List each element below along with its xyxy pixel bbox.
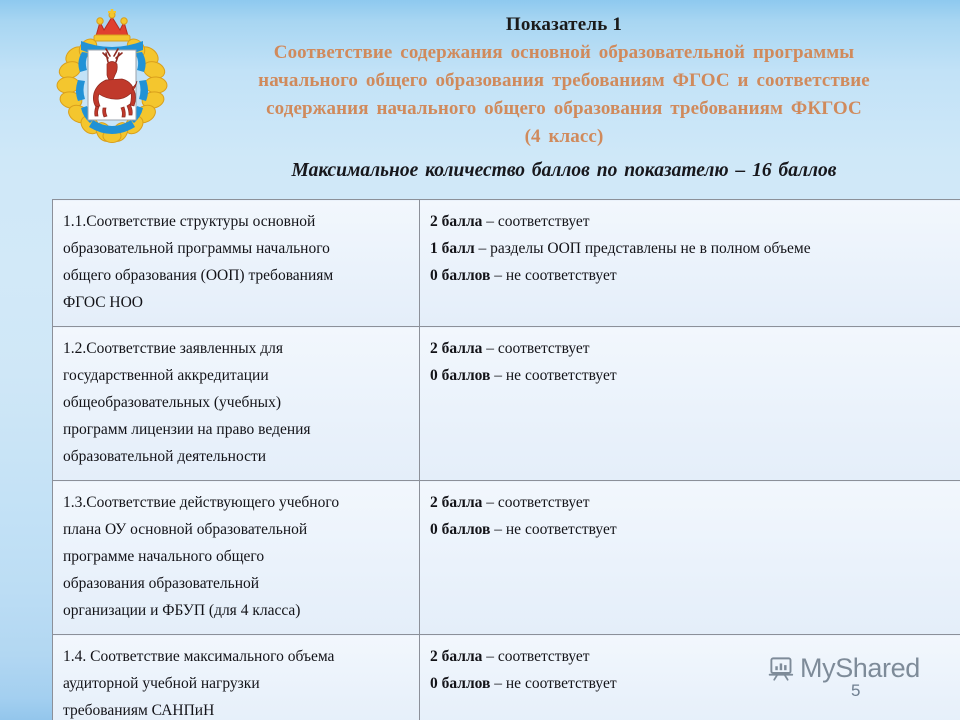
score-description: – не соответствует [490, 521, 617, 538]
score-description: – соответствует [482, 648, 590, 665]
table-row [53, 481, 960, 635]
score-option [430, 489, 960, 516]
criterion-line: общего образования (ООП) требованиям [63, 267, 334, 284]
criterion-line: аудиторной учебной нагрузки [63, 675, 260, 692]
criterion-line: 1.1.Соответствие структуры основной [63, 213, 316, 230]
criterion-line: 1.4. Соответствие максимального объема [63, 648, 335, 665]
criterion-cell [53, 327, 420, 481]
criterion-line: организации и ФБУП (для 4 класса) [63, 602, 301, 619]
criterion-cell [53, 635, 420, 720]
score-description: – не соответствует [490, 267, 617, 284]
max-score-note: Максимальное количество баллов по показателю – 16 баллов [291, 160, 837, 181]
criterion-cell [53, 481, 420, 635]
score-option [430, 516, 960, 543]
indicator-title: Показатель 1 [505, 14, 623, 35]
criterion-line: программе начального общего [63, 548, 265, 565]
coat-of-arms-icon [48, 8, 176, 158]
table-row [53, 200, 960, 327]
score-value: 1 балл [430, 240, 475, 257]
page-number: 5 [851, 681, 861, 700]
criterion-line: образовательной деятельности [63, 448, 267, 465]
score-options-cell [420, 481, 960, 635]
criteria-score-table [52, 199, 960, 720]
title-line-2: начального общего образования требованиям ФГОС и соответствие [258, 70, 870, 91]
title-block [186, 12, 942, 184]
score-value: 0 баллов [430, 367, 491, 384]
score-description: – не соответствует [490, 367, 617, 384]
score-value: 0 баллов [430, 675, 491, 692]
criterion-line: образовательной программы начального [63, 240, 330, 257]
criterion-line: требованиям САНПиН [63, 702, 215, 719]
indicator-description [186, 39, 942, 151]
score-description: – соответствует [482, 494, 590, 511]
criterion-line: образования образовательной [63, 575, 260, 592]
score-option [430, 235, 960, 262]
title-line-3: содержания начального общего образования требованиям ФКГОС [266, 98, 862, 119]
score-options-cell [420, 327, 960, 481]
score-option [430, 262, 960, 289]
score-options-cell [420, 200, 960, 327]
score-option [430, 208, 960, 235]
table-row [53, 327, 960, 481]
score-value: 2 балла [430, 648, 483, 665]
myshared-watermark [768, 655, 920, 682]
score-value: 2 балла [430, 494, 483, 511]
title-line-1: Соответствие содержания основной образовательной программы [273, 42, 855, 63]
criterion-line: программ лицензии на право ведения [63, 421, 311, 438]
score-description: – соответствует [482, 340, 590, 357]
criterion-line: 1.3.Соответствие действующего учебного [63, 494, 340, 511]
criterion-line: общеобразовательных (учебных) [63, 394, 281, 411]
criterion-line: государственной аккредитации [63, 367, 269, 384]
criterion-cell [53, 200, 420, 327]
criterion-line: ФГОС НОО [63, 294, 143, 311]
score-value: 0 баллов [430, 267, 491, 284]
score-value: 2 балла [430, 213, 483, 230]
criterion-line: плана ОУ основной образовательной [63, 521, 308, 538]
score-value: 0 баллов [430, 521, 491, 538]
score-value: 2 балла [430, 340, 483, 357]
score-option [430, 362, 960, 389]
score-description: – соответствует [482, 213, 590, 230]
score-option [430, 335, 960, 362]
table-body [53, 200, 960, 720]
title-line-4-grade: (4 класс) [524, 126, 604, 147]
watermark-label: MyShared [800, 653, 920, 683]
score-description: – не соответствует [490, 675, 617, 692]
criterion-line: 1.2.Соответствие заявленных для [63, 340, 283, 357]
score-description: – разделы ООП представлены не в полном объеме [474, 240, 811, 257]
presentation-chart-icon [768, 655, 795, 682]
